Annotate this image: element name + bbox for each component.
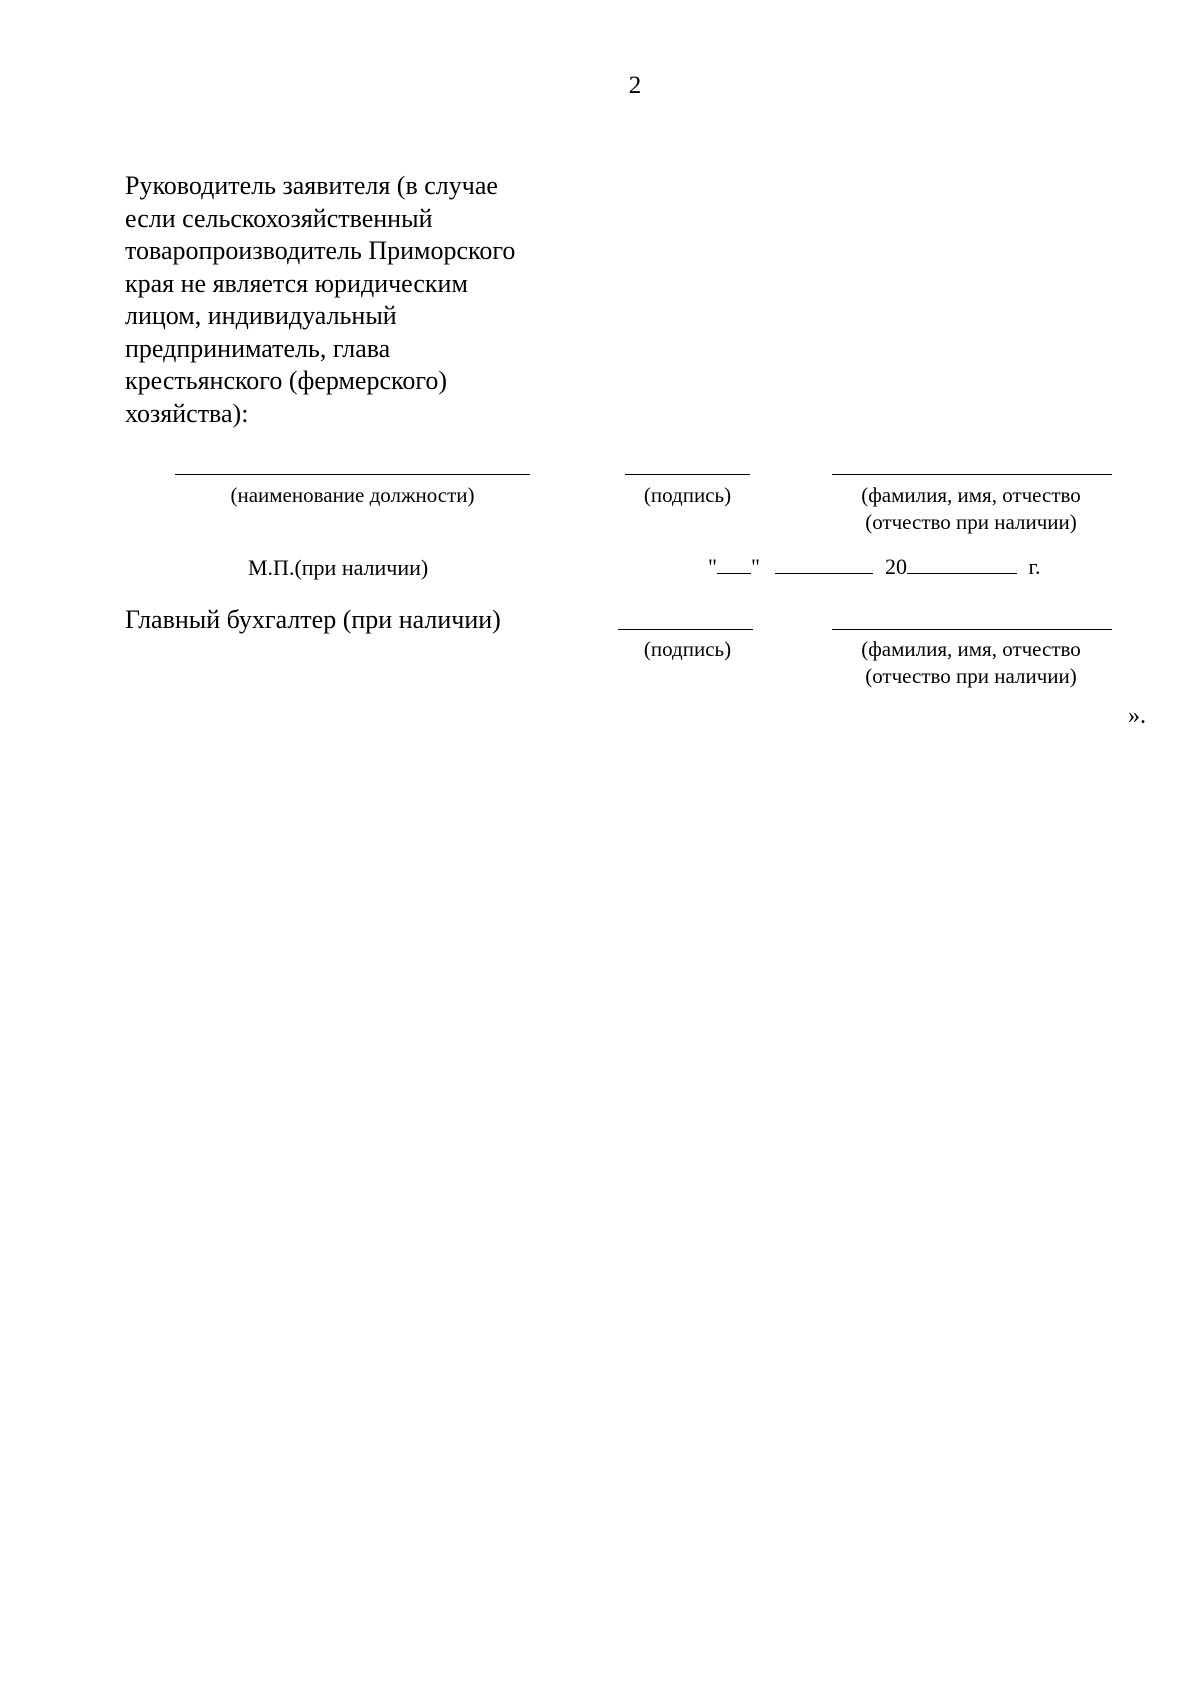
- chief-name-caption-line: (отчество при наличии): [865, 664, 1077, 688]
- date-open-quote: ": [708, 554, 717, 579]
- signature-caption: (подпись): [643, 483, 732, 507]
- chief-name-caption-line: (фамилия, имя, отчество: [861, 637, 1081, 661]
- head-block-line: товаропроизводитель Приморского: [125, 236, 516, 265]
- date-line: [708, 553, 1041, 580]
- head-block-line: крестьянского (фермерского): [125, 366, 447, 395]
- chief-accountant-label: Главный бухгалтер (при наличии): [125, 605, 501, 634]
- date-close-quote: ": [750, 554, 760, 579]
- head-block: [125, 170, 565, 430]
- position-blank-line: [175, 474, 530, 475]
- year-blank: [907, 553, 1017, 574]
- name-caption: [830, 482, 1112, 536]
- name-blank-line: [832, 474, 1112, 475]
- year-suffix: г.: [1028, 554, 1041, 579]
- chief-signature-blank-line: [618, 629, 753, 630]
- head-block-line: предприниматель, глава: [125, 333, 391, 363]
- head-block-line: если сельскохозяйственный: [125, 203, 433, 233]
- chief-name-caption: [830, 636, 1112, 690]
- name-caption-line: (фамилия, имя, отчество: [861, 483, 1081, 507]
- day-blank: [717, 553, 751, 574]
- position-caption: (наименование должности): [230, 483, 475, 507]
- closing-mark: ».: [1128, 703, 1146, 729]
- signature-blank-line: [625, 474, 750, 475]
- head-block-line: края не является юридическим: [125, 268, 468, 298]
- page-number: 2: [628, 72, 642, 99]
- month-blank: [775, 553, 873, 574]
- head-block-line: Руководитель заявителя (в случае: [125, 171, 498, 200]
- year-prefix: 20: [884, 554, 907, 579]
- head-block-line: лицом, индивидуальный: [125, 301, 397, 330]
- chief-name-blank-line: [832, 629, 1112, 630]
- head-block-line: хозяйства):: [125, 398, 249, 428]
- chief-signature-caption: (подпись): [643, 637, 732, 661]
- stamp-label: М.П.(при наличии): [248, 555, 429, 580]
- name-caption-line: (отчество при наличии): [865, 510, 1077, 534]
